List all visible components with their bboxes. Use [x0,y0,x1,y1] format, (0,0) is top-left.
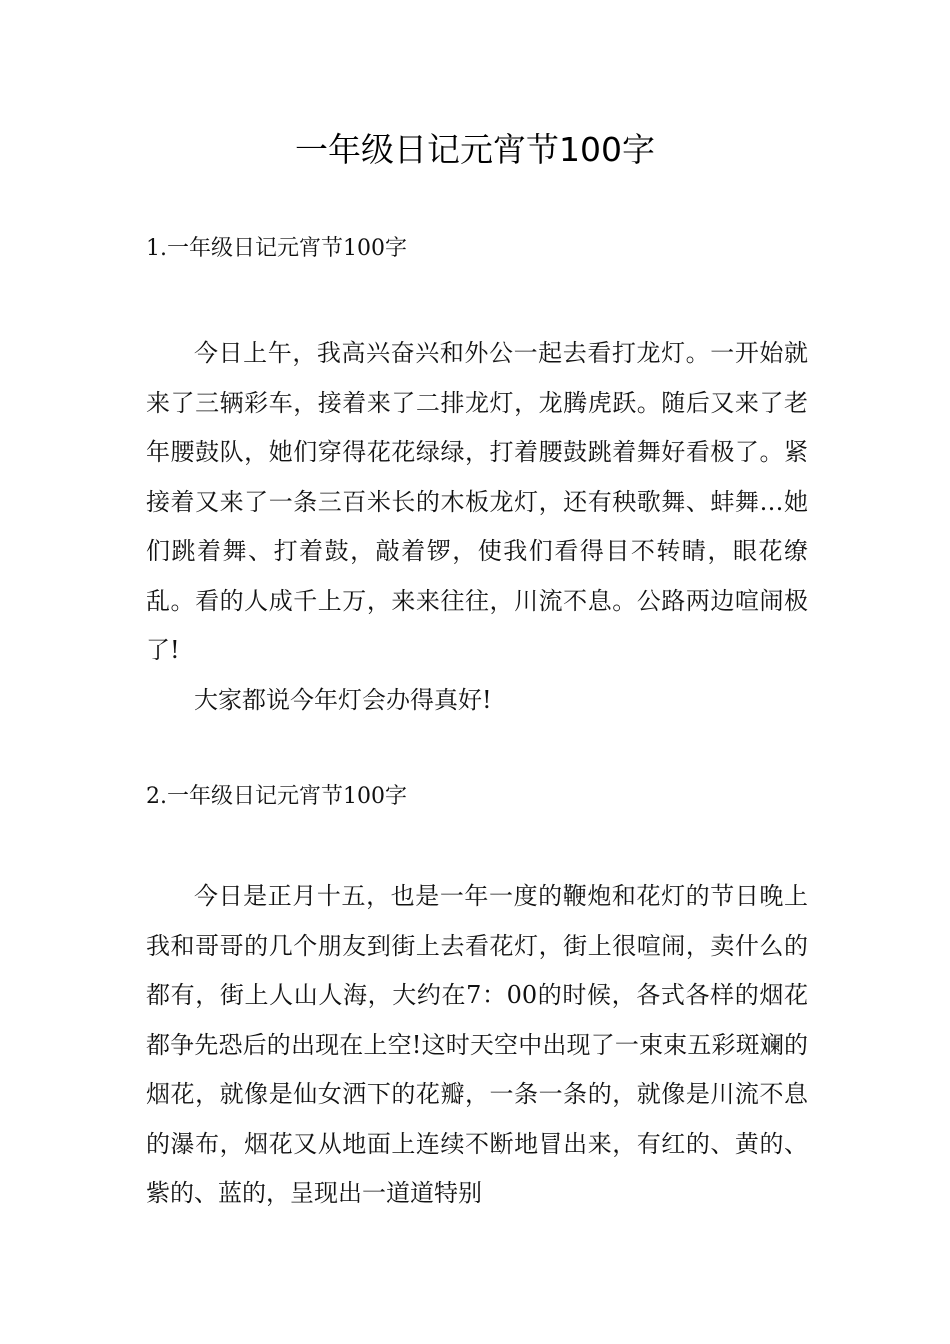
section-2-heading: 2.一年级日记元宵节100字 [146,784,407,809]
section-2-paragraph-1: 今日是正月十五，也是一年一度的鞭炮和花灯的节日晚上我和哥哥的几个朋友到街上去看花灯，街上很喧闹，卖什么的都有，街上人山人海，大约在7：00的时候，各式各样的烟花都争先恐后的出现在上空!这时天空中出现了一束束五彩斑斓的烟花，就像是仙女洒下的花瓣，一条一条的，就像是川流不息的瀑布，烟花又从地面上连续不断地冒出来，有红的、黄的、紫的、蓝的，呈现出一道道特别 [146,882,808,1207]
section-1-heading: 1.一年级日记元宵节100字 [146,236,407,261]
section-1-paragraph-2: 大家都说今年灯会办得真好! [194,686,492,714]
section-1-paragraph-1: 今日上午，我高兴奋兴和外公一起去看打龙灯。一开始就来了三辆彩车，接着来了二排龙灯，龙腾虎跃。随后又来了老年腰鼓队，她们穿得花花绿绿，打着腰鼓跳着舞好看极了。紧接着又来了一条三百米长的木板龙灯，还有秧歌舞、蚌舞…她们跳着舞、打着鼓，敲着锣，使我们看得目不转睛，眼花缭乱。看的人成千上万，来来往往，川流不息。公路两边喧闹极了! [146,339,808,664]
document-title: 一年级日记元宵节100字 [295,130,655,169]
